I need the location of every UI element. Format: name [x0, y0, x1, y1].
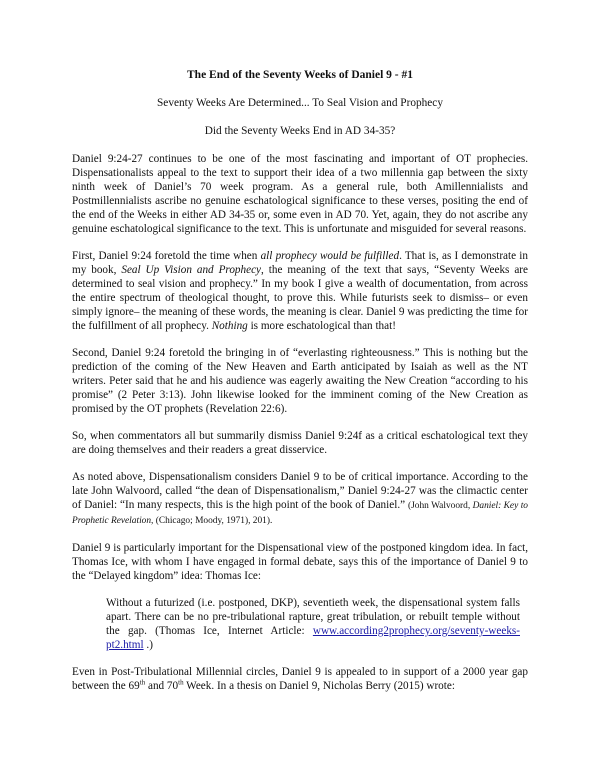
paragraph-first-point — [72, 249, 528, 333]
ordinal-suffix: th — [139, 678, 146, 687]
text-run: Week. In a thesis on Daniel 9, Nicholas Berry (2015) wrote: — [183, 680, 455, 692]
quote-text: Without a futurized (i.e. postponed, DKP), seventieth week, the dispensational system falls apart. There can be no pre-tribulational rapture, great tribulation, or rebuilt temple without the gap. (Thomas Ice, Internet Article: — [106, 597, 520, 637]
paragraph-walvoord — [72, 470, 528, 528]
article-link[interactable]: www.according2prophecy.org/seventy-weeks-pt2.html — [106, 625, 520, 651]
citation-text: (Chicago; Moody, 1971), 201). — [153, 516, 273, 526]
ordinal-suffix: th — [178, 678, 184, 687]
subtitle-seal-vision: Seventy Weeks Are Determined... To Seal Vision and Prophecy — [157, 97, 443, 109]
emphasis-text: all prophecy would be fulfilled — [260, 250, 400, 262]
text-run: First, Daniel 9:24 foretold the time when — [72, 250, 261, 262]
emphasis-text: Nothing — [211, 320, 248, 332]
citation-text: (John Walvoord, — [407, 501, 473, 511]
text-run: . That is, as I demonstrate in my book, — [72, 250, 528, 276]
paragraph-ice: Daniel 9 is particularly important for the Dispensational view of the postponed kingdom idea. In fact, Thomas Ice, with whom I have engaged in formal debate, says this of the importance of Daniel 9 to the “Delayed kingdom” idea: Thomas Ice: — [72, 542, 528, 582]
text-run: is more eschatological than that! — [247, 320, 396, 332]
text-run: , the meaning of the text that says, “Seventy Weeks are determined to seal vision and prophecy.” In my book I give a wealth of documentation, from across the entire spectrum of theological thought, to prove this. While futurists seek to dismiss– or even simply ignore– the meaning of these words, the meaning is clear. Daniel 9 was predicting the time for the fulfillment of all prophecy. — [72, 264, 528, 332]
paragraph-berry — [72, 665, 528, 693]
text-run: and 70 — [145, 680, 179, 692]
paragraph-intro: Daniel 9:24-27 continues to be one of the most fascinating and important of OT prophecies. Dispensationalists appeal to the text to support their idea of a two millennia gap between the sixty ninth week of Daniel’s 70 week program. As a general rule, both Amillennialists and Postmillennialists ascribe no genuine eschatological significance to these verses, positing the end of the end of the Weeks in either AD 34-35 or, some even in AD 70. Yet, again, they do not ascribe any genuine eschatological significance to the text. This is unfortunate and misguided for several reasons. — [72, 153, 528, 235]
citation-book-title: Daniel: Key to Prophetic Revelation, — [72, 501, 528, 526]
paragraph-second-point: Second, Daniel 9:24 foretold the bringing in of “everlasting righteousness.” This is nothing but the prediction of the coming of the New Heaven and Earth anticipated by Isaiah as well as the NT writers. Peter said that he and his audience was eagerly awaiting the New Creation “according to his promise” (2 Peter 3:13). John likewise looked for the imminent coming of the New Creation as promised by the OT prophets (Revelation 22:6). — [72, 347, 528, 415]
subtitle-question: Did the Seventy Weeks End in AD 34-35? — [204, 125, 396, 137]
paragraph-conclusion: So, when commentators all but summarily dismiss Daniel 9:24f as a critical eschatological text they are doing themselves and their readers a great disservice. — [72, 430, 528, 456]
document-title: The End of the Seventy Weeks of Daniel 9 - #1 — [187, 69, 413, 81]
block-quote — [106, 596, 520, 652]
quote-tail: .) — [143, 639, 153, 651]
text-run: Even in Post-Tribulational Millennial circles, Daniel 9 is appealed to in support of a 2000 year gap between the 69 — [72, 666, 528, 692]
document-body — [72, 68, 528, 706]
text-run: As noted above, Dispensationalism considers Daniel 9 to be of critical importance. According to the late John Walvoord, called “the dean of Dispensationalism,” Daniel 9:24-27 was the climactic center of Daniel: “In many respects, this is the high point of the book of Daniel.” — [72, 471, 528, 511]
book-title: Seal Up Vision and Prophecy — [121, 264, 262, 276]
